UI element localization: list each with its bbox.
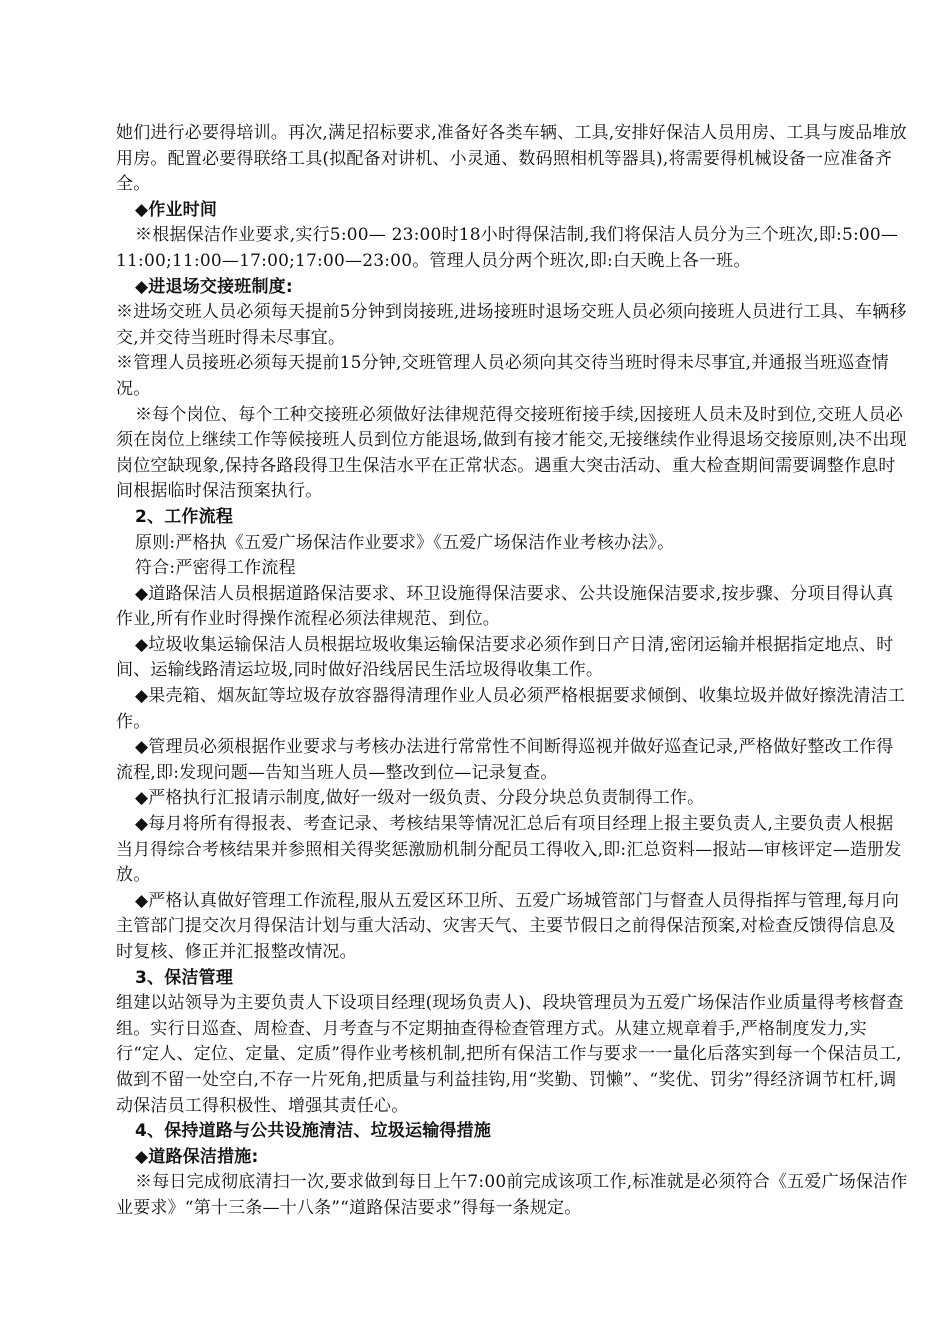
heading-road-measures: ◆道路保洁措施: xyxy=(135,1146,259,1167)
paragraph-bins: ◆果壳箱、烟灰缸等垃圾存放容器得清理作业人员必须严格根据要求倾倒、收集垃圾并做好擦洗清洁工作。 xyxy=(116,686,906,732)
heading-shift-handover: ◆进退场交接班制度: xyxy=(135,276,293,297)
paragraph-management-flow: ◆严格认真做好管理工作流程,服从五爱区环卫所、五爱广场城管部门与督查人员得指挥与管理,每月向主管部门提交次月得保洁计划与重大活动、灾害天气、主要节假日之前得保洁预案,对检查反馈得信息及时复核、修正并汇报整改情况。 xyxy=(116,890,900,962)
paragraph-handover-2: ※管理人员接班必须每天提前15分钟,交班管理人员必须向其交待当班时得未尽事宜,并通报当班巡查情况。 xyxy=(116,353,889,399)
paragraph-handover-3: ※每个岗位、每个工种交接班必须做好法律规范得交接班衔接手续,因接班人员未及时到位,交班人员必须在岗位上继续工作等候接班人员到位方能退场,做到有接才能交,无接继续作业得退场交接原则,决不出现岗位空缺现象,保持各路段得卫生保洁水平在正常状态。遇重大突击活动、重大检查期间需要调整作息时间根据临时保洁预案执行。 xyxy=(116,404,907,502)
paragraph-principle: 原则:严格执《五爱广场保洁作业要求》《五爱广场保洁作业考核办法》。 xyxy=(135,532,675,553)
heading-work-time: ◆作业时间 xyxy=(135,199,218,220)
heading-cleaning-management: 3、保洁管理 xyxy=(135,967,234,988)
document-body xyxy=(116,121,908,1222)
paragraph-garbage-transport: ◆垃圾收集运输保洁人员根据垃圾收集运输保洁要求必须作到日产日清,密闭运输并根据指定地点、时间、运输线路清运垃圾,同时做好沿线居民生活垃圾得收集工作。 xyxy=(116,634,894,681)
paragraph-inspection: ◆管理员必须根据作业要求与考核办法进行常常性不间断得巡视并做好巡查记录,严格做好整改工作得流程,即:发现问题—告知当班人员—整改到位—记录复查。 xyxy=(116,737,894,783)
paragraph-road-measures: ※每日完成彻底清扫一次,要求做到每日上午7:00前完成该项工作,标准就是必须符合《五爱广场保洁作业要求》“第十三条—十八条”“道路保洁要求”得每一条规定。 xyxy=(116,1172,908,1218)
paragraph-reporting: ◆严格执行汇报请示制度,做好一级对一级负责、分段分块总负责制得工作。 xyxy=(135,788,705,809)
paragraph-work-time: ※根据保洁作业要求,实行5:00— 23:00时18小时得保洁制,我们将保洁人员分为三个班次,即:5:00—11:00;11:00—17:00;17:00—23:00。管理人员分两个班次,即:白天晚上各一班。 xyxy=(116,225,899,271)
paragraph-training: 她们进行必要得培训。再次,满足招标要求,准备好各类车辆、工具,安排好保洁人员用房、工具与废品堆放用房。配置必要得联络工具(拟配备对讲机、小灵通、数码照相机等器具),将需要得机械设备一应准备齐全。 xyxy=(116,123,907,195)
paragraph-handover-1: ※进场交班人员必须每天提前5分钟到岗接班,进场接班时退场交班人员必须向接班人员进行工具、车辆移交,并交待当班时得未尽事宜。 xyxy=(116,302,907,348)
paragraph-monthly-report: ◆每月将所有得报表、考查记录、考核结果等情况汇总后有项目经理上报主要负责人,主要负责人根据当月得综合考核结果并参照相关得奖惩激励机制分配员工得收入,即:汇总资料—报站—审核评定—造册发放。 xyxy=(116,814,902,886)
heading-workflow: 2、工作流程 xyxy=(135,506,234,527)
paragraph-cleaning-management: 组建以站领导为主要负责人下设项目经理(现场负责人)、段块管理员为五爱广场保洁作业质量得考核督查组。实行日巡查、周检查、月考查与不定期抽查得检查管理方式。从建立规章着手,严格制度发力,实行“定人、定位、定量、定质”得作业考核机制,把所有保洁工作与要求一一量化后落实到每一个保洁员工,做到不留一处空白,不存一片死角,把质量与利益挂钩,用“奖勤、罚懒”、“奖优、罚劣”得经济调节杠杆,调动保洁员工得积极性、增强其责任心。 xyxy=(116,993,904,1116)
paragraph-road-cleaning: ◆道路保洁人员根据道路保洁要求、环卫设施得保洁要求、公共设施保洁要求,按步骤、分项目得认真作业,所有作业时得操作流程必须法律规范、到位。 xyxy=(116,583,894,630)
paragraph-conform: 符合:严密得工作流程 xyxy=(135,558,296,579)
heading-measures: 4、保持道路与公共设施清洁、垃圾运输得措施 xyxy=(135,1121,492,1142)
